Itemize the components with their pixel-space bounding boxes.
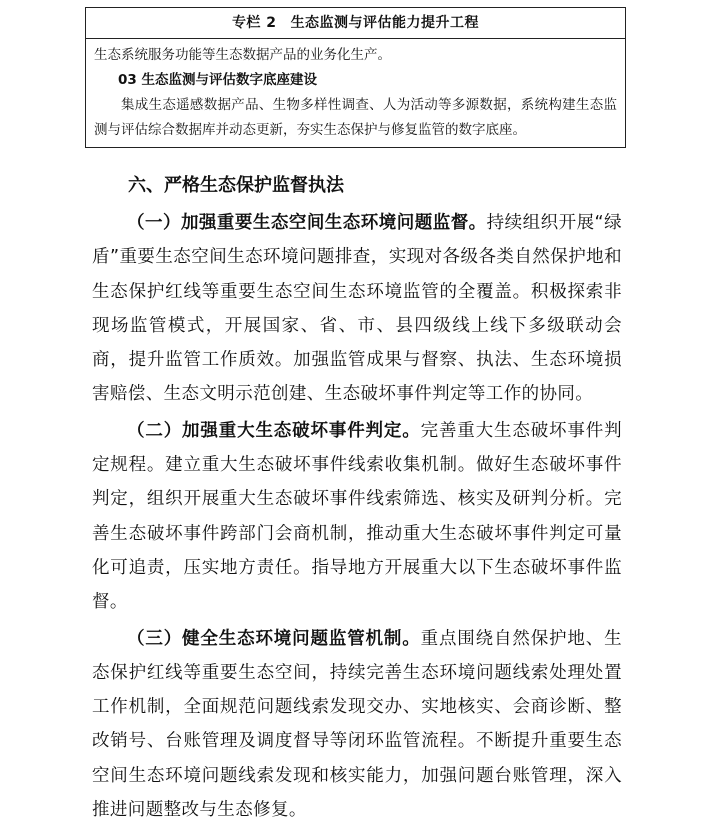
paragraph-3 [92, 622, 622, 827]
section-title: 六、严格生态保护监督执法 [128, 175, 344, 196]
main-content [92, 168, 622, 827]
feature-box-continued-line: 生态系统服务功能等生态数据产品的业务化生产。 [94, 47, 391, 63]
paragraph-2-lead: （二）加强重大生态破坏事件判定。 [127, 420, 421, 441]
paragraph-1 [92, 206, 622, 412]
feature-box-number: 专栏 2 [231, 15, 277, 31]
paragraph-2-body: 完善重大生态破坏事件判定规程。建立重大生态破坏事件线索收集机制。做好生态破坏事件判定，组织开展重大生态破坏事件线索筛选、核实及研判分析。完善生态破坏事件跨部门会商机制，推动重大生态破坏事件判定可量化可追责，压实地方责任。指导地方开展重大以下生态破坏事件监督。 [92, 420, 622, 613]
paragraph-1-lead: （一）加强重要生态空间生态环境问题监督。 [127, 213, 487, 233]
feature-box-title: 生态监测与评估能力提升工程 [290, 15, 480, 31]
paragraph-3-body: 重点围绕自然保护地、生态保护红线等重要生态空间，持续完善生态环境问题线索处理处置工作机制，全面规范问题线索发现交办、实地核实、会商诊断、整改销号、台账管理及调度督导等闭环监管流程。不断提升重要生态空间生态环境问题线索发现和核实能力，加强问题台账管理，深入推进问题整改与生态修复。 [92, 628, 622, 821]
paragraph-1-body: 持续组织开展“绿盾”重要生态空间生态环境问题排查，实现对各级各类自然保护地和生态保护红线等重要生态空间生态环境监管的全覆盖。积极探索非现场监管模式，开展国家、省、市、县四级线上线下多级联动会商，提升监管工作质效。加强监管成果与督察、执法、生态环境损害赔偿、生态文明示范创建、生态破坏事件判定等工作的协同。 [92, 213, 623, 405]
feature-box-body [86, 39, 625, 143]
paragraph-2 [92, 414, 622, 620]
feature-box-paragraph: 集成生态遥感数据产品、生物多样性调查、人为活动等多源数据，系统构建生态监测与评估综合数据库并动态更新，夯实生态保护与修复监管的数字底座。 [94, 97, 617, 138]
paragraph-3-lead: （三）健全生态环境问题监管机制。 [127, 628, 421, 649]
feature-box-subheading: 03 生态监测与评估数字底座建设 [118, 72, 317, 88]
feature-box-header [86, 8, 625, 39]
feature-box [85, 7, 626, 148]
